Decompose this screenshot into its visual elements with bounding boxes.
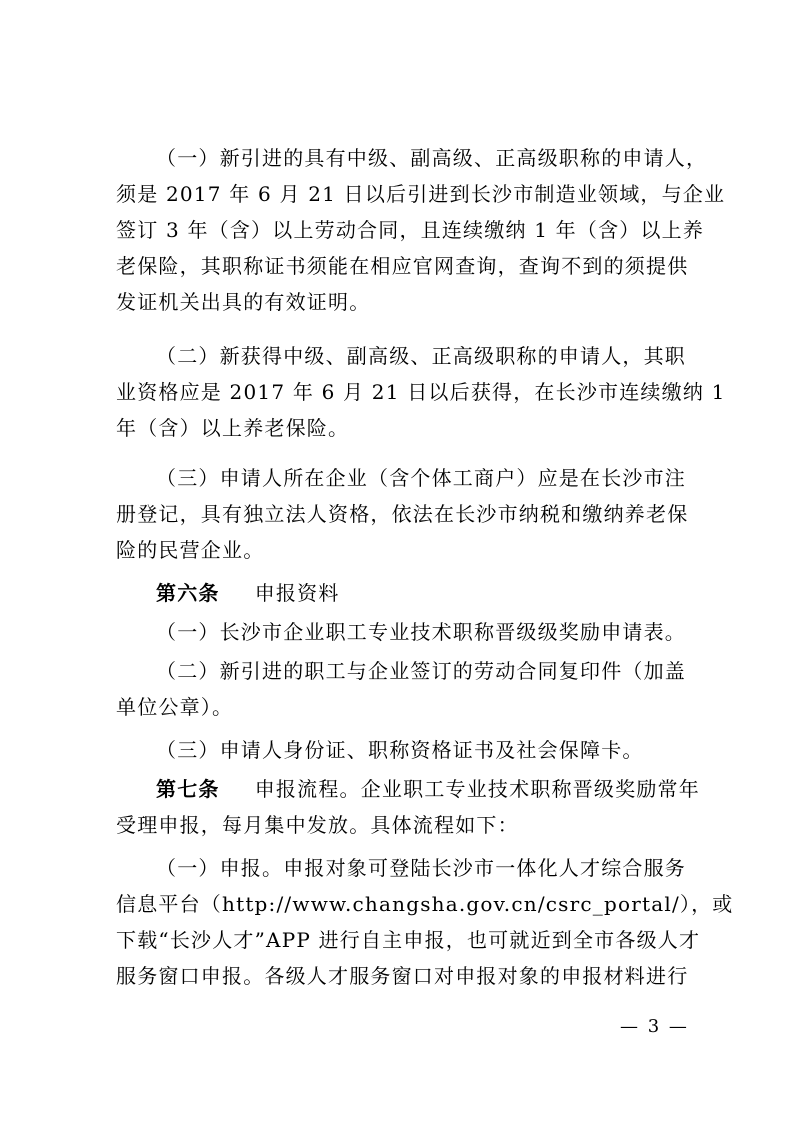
paragraph-line: 年（含）以上养老保险。 [116,416,350,440]
paragraph-line: 受理申报，每月集中发放。具体流程如下： [116,813,519,837]
paragraph-line: 册登记，具有独立法人资格，依法在长沙市纳税和缴纳养老保 [116,502,689,526]
article-6-item-2 [116,653,696,725]
article-6-item-1 [116,614,696,650]
article-7-item-1 [116,850,734,994]
paragraph-line: 申报流程。企业职工专业技术职称晋级奖励常年 [254,777,700,801]
paragraph-line: （一）长沙市企业职工专业技术职称晋级级奖励申请表。 [156,620,686,644]
page-number: — 3 — [620,1016,689,1037]
article-number: 第七条 [156,777,220,801]
paragraph-line: （二）新引进的职工与企业签订的劳动合同复印件（加盖 [156,659,686,683]
paragraph-3 [116,460,696,568]
paragraph-line: 险的民营企业。 [116,538,265,562]
article-title: 申报资料 [254,581,340,605]
paragraph-line: （三）申请人所在企业（含个体工商户）应是在长沙市注 [156,466,686,490]
paragraph-line: 单位公章）。 [116,695,234,719]
paragraph-line: 服务窗口申报。各级人才服务窗口对申报对象的申报材料进行 [116,964,689,988]
article-number: 第六条 [156,581,220,605]
paragraph-line: （二）新获得中级、副高级、正高级职称的申请人，其职 [156,344,686,368]
paragraph-line: （三）申请人身份证、职称资格证书及社会保障卡。 [156,738,644,762]
paragraph-line: 信息平台（http://www.changsha.gov.cn/csrc_portal/），或 [116,892,734,916]
paragraph-1 [116,140,726,320]
paragraph-line: （一）申报。申报对象可登陆长沙市一体化人才综合服务 [156,856,686,880]
paragraph-2 [116,338,726,446]
paragraph-line: 签订 3 年（含）以上劳动合同，且连续缴纳 1 年（含）以上养 [116,218,705,242]
article-7 [116,771,700,843]
paragraph-line: （一）新引进的具有中级、副高级、正高级职称的申请人， [156,146,708,170]
paragraph-line: 下载“长沙人才”APP 进行自主申报，也可就近到全市各级人才 [116,928,701,952]
paragraph-line: 须是 2017 年 6 月 21 日以后引进到长沙市制造业领域，与企业 [116,182,726,206]
article-6-item-3 [116,732,696,768]
paragraph-line: 发证机关出具的有效证明。 [116,290,371,314]
paragraph-line: 业资格应是 2017 年 6 月 21 日以后获得，在长沙市连续缴纳 1 [116,380,726,404]
paragraph-line: 老保险，其职称证书须能在相应官网查询，查询不到的须提供 [116,254,689,278]
article-6-heading [116,575,696,611]
